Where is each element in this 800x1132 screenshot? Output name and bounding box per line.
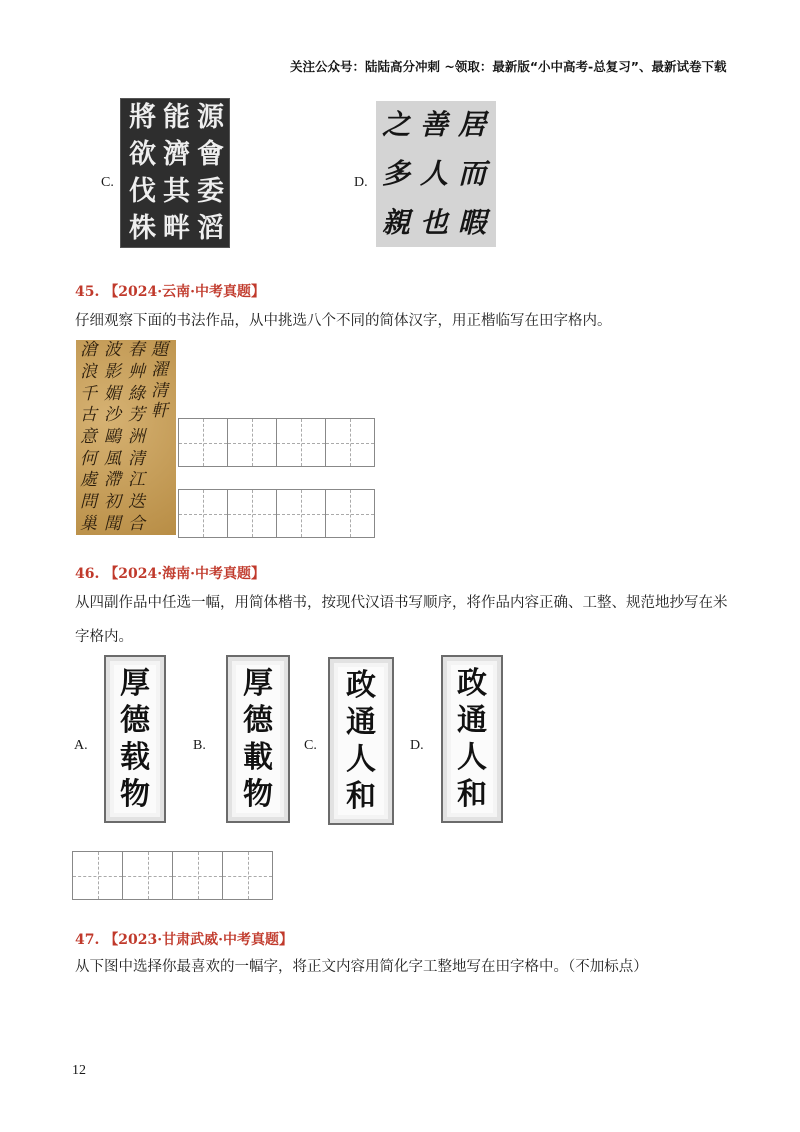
- calli-char: 芳: [128, 405, 145, 426]
- calli-char: 波: [104, 340, 121, 361]
- option-b-scroll: [226, 655, 290, 823]
- calli-char: 滄: [80, 340, 97, 361]
- calli-char: 畔: [163, 213, 190, 244]
- calli-char: 暇: [458, 205, 487, 239]
- calli-char: 題: [151, 340, 168, 360]
- calli-char: 浪: [80, 361, 97, 382]
- calli-char: 初: [104, 491, 121, 512]
- calli-char: 艸: [128, 361, 145, 382]
- calli-char: 人: [420, 156, 449, 190]
- calli-char: 之: [382, 108, 411, 142]
- calli-char: 聞: [104, 513, 121, 534]
- calli-char: 也: [420, 205, 449, 239]
- page-header: 关注公众号：陆陆高分冲刺 ~领取：最新版“小中高考-总复习”、最新试卷下载: [290, 59, 727, 74]
- option-c-calligraphy: [120, 98, 230, 248]
- calli-char: 風: [104, 448, 121, 469]
- calli-char: 源: [197, 102, 224, 133]
- option-c2-scroll: [328, 657, 394, 825]
- calli-char: 軒: [151, 401, 168, 422]
- q46-title: 46. 【2024·海南·中考真题】: [75, 566, 265, 582]
- calli-char: 迭: [128, 491, 145, 512]
- mizige-cell[interactable]: [123, 851, 173, 900]
- scroll-char: 物: [243, 776, 273, 812]
- calli-char: 媚: [104, 383, 121, 404]
- calli-char: 株: [129, 213, 156, 244]
- calli-char: 巢: [80, 513, 97, 534]
- option-a-scroll: [104, 655, 166, 823]
- scroll-char: 和: [346, 778, 376, 814]
- calli-char: 沙: [104, 405, 121, 426]
- scroll-char: 政: [457, 665, 487, 701]
- calli-char: 居: [458, 108, 487, 142]
- scroll-char: 载: [120, 739, 150, 775]
- mizige-cell[interactable]: [73, 851, 123, 900]
- option-c-label: C.: [101, 175, 114, 190]
- q45-title: 45. 【2024·云南·中考真题】: [75, 284, 265, 300]
- scroll-char: 物: [120, 776, 150, 812]
- scroll-char: 德: [243, 702, 273, 738]
- option-b-label: B.: [193, 738, 206, 753]
- calli-char: 滔: [197, 213, 224, 244]
- q45-calligraphy: [76, 340, 176, 535]
- tianzige-cell[interactable]: [179, 489, 228, 538]
- q46-grid-row: [72, 851, 273, 900]
- q45-grid-row-1: [178, 418, 375, 467]
- scroll-char: 載: [243, 739, 273, 775]
- calli-char: 千: [80, 383, 97, 404]
- calli-char: 濯: [151, 360, 168, 381]
- scroll-char: 厚: [120, 665, 150, 701]
- option-d2-scroll: [441, 655, 503, 823]
- tianzige-cell[interactable]: [228, 489, 277, 538]
- q45-text: 仔细观察下面的书法作品，从中挑选八个不同的简体汉字，用正楷临写在田字格内。: [75, 313, 612, 329]
- tianzige-cell[interactable]: [326, 489, 375, 538]
- calli-char: 清: [128, 448, 145, 469]
- scroll-char: 德: [120, 702, 150, 738]
- calli-char: 問: [80, 491, 97, 512]
- calli-char: 親: [382, 205, 411, 239]
- scroll-char: 通: [457, 702, 487, 738]
- calli-char: 綠: [128, 383, 145, 404]
- calli-char: 江: [128, 470, 145, 491]
- calli-char: 洲: [128, 426, 145, 447]
- calli-char: 鷗: [104, 426, 121, 447]
- tianzige-cell[interactable]: [326, 418, 375, 467]
- calli-char: 將: [129, 102, 156, 133]
- scroll-char: 人: [346, 741, 376, 777]
- q46-text: 从四副作品中任选一幅，用简体楷书，按现代汉语书写顺序，将作品内容正确、工整、规范地抄写在米字格内。: [75, 595, 728, 645]
- tianzige-cell[interactable]: [277, 418, 326, 467]
- calli-char: 多: [382, 156, 411, 190]
- calli-char: 合: [128, 513, 145, 534]
- option-d2-label: D.: [410, 738, 424, 753]
- calli-char: 委: [197, 176, 224, 207]
- calli-char: 濟: [163, 139, 190, 170]
- tianzige-cell[interactable]: [179, 418, 228, 467]
- mizige-cell[interactable]: [223, 851, 273, 900]
- calli-char: 滯: [104, 470, 121, 491]
- calli-char: 古: [80, 405, 97, 426]
- scroll-char: 政: [346, 667, 376, 703]
- option-d-calligraphy: [376, 101, 496, 247]
- calli-char: 春: [128, 340, 145, 361]
- calli-char: 而: [458, 156, 487, 190]
- scroll-char: 人: [457, 739, 487, 775]
- option-d-label: D.: [354, 175, 368, 190]
- tianzige-cell[interactable]: [228, 418, 277, 467]
- scroll-char: 和: [457, 776, 487, 812]
- calli-char: 會: [197, 139, 224, 170]
- calli-char: 處: [80, 470, 97, 491]
- q47-text: 从下图中选择你最喜欢的一幅字，将正文内容用简化字工整地写在田字格中。（不加标点）: [75, 959, 648, 975]
- tianzige-cell[interactable]: [277, 489, 326, 538]
- calli-char: 影: [104, 361, 121, 382]
- calli-char: 意: [80, 426, 97, 447]
- calli-char: 伐: [129, 176, 156, 207]
- q45-grid-row-2: [178, 489, 375, 538]
- q47-title: 47. 【2023·甘肃武威·中考真题】: [75, 932, 293, 948]
- calli-char: 何: [80, 448, 97, 469]
- calli-char: 能: [163, 102, 190, 133]
- calli-char: 善: [420, 108, 449, 142]
- option-c2-label: C.: [304, 738, 317, 753]
- option-a-label: A.: [74, 738, 88, 753]
- mizige-cell[interactable]: [173, 851, 223, 900]
- calli-char: 欲: [129, 139, 156, 170]
- scroll-char: 厚: [243, 665, 273, 701]
- calli-char: 其: [163, 176, 190, 207]
- calli-char: 清: [151, 380, 168, 401]
- scroll-char: 通: [346, 704, 376, 740]
- page-number: 12: [72, 1063, 86, 1078]
